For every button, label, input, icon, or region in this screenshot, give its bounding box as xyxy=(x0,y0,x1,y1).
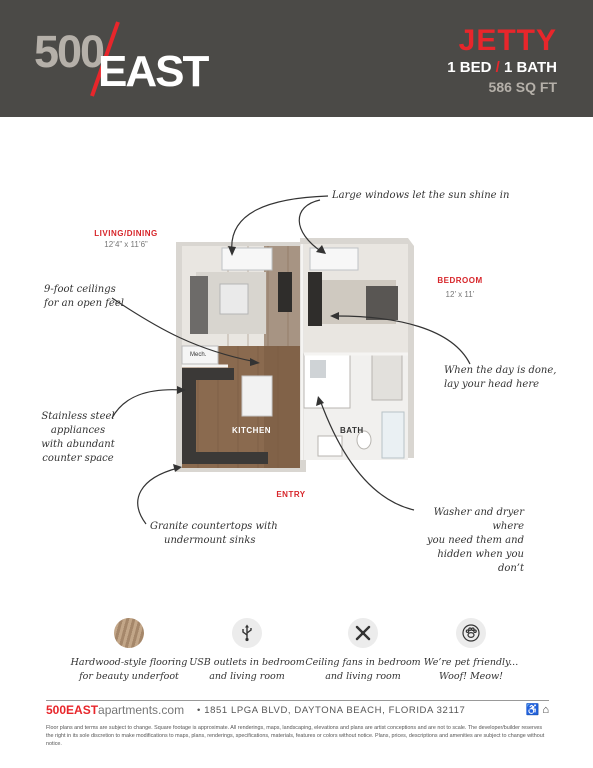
callout-steel xyxy=(40,410,116,466)
floor-plan-drawing xyxy=(168,236,418,480)
amenity-usb-line2: and living room xyxy=(209,671,285,682)
website-link[interactable] xyxy=(46,703,184,717)
callout-washer-line1: Washer and dryer where xyxy=(433,507,524,532)
unit-info xyxy=(447,26,557,96)
amenity-flooring xyxy=(64,656,194,684)
callout-washer-line2: you need them and xyxy=(427,535,524,546)
address xyxy=(197,705,465,716)
callout-ceilings xyxy=(44,283,124,311)
kitchen-label: KITCHEN xyxy=(232,426,272,435)
logo-number: 500 xyxy=(34,26,104,77)
callout-granite-line1: Granite countertops with xyxy=(150,521,278,532)
logo xyxy=(34,20,224,100)
callout-washer xyxy=(418,506,524,576)
callout-steel-line4: counter space xyxy=(42,453,114,464)
paw-icon xyxy=(456,618,486,648)
callout-bed xyxy=(444,364,556,392)
living-dining-label: LIVING/DINING xyxy=(94,229,158,238)
callout-steel-line3: with abundant xyxy=(41,439,115,450)
amenity-fans-line1: Ceiling fans in bedroom xyxy=(305,657,421,668)
footer-divider xyxy=(46,700,549,701)
living-dining-dims: 12’4” x 11’6” xyxy=(104,240,148,249)
callout-ceilings-line2: for an open feel xyxy=(44,298,124,309)
bedroom-dims: 12’ x 11’ xyxy=(445,290,475,299)
callout-windows: Large windows let the sun shine in xyxy=(332,190,510,201)
callout-washer-line3: hidden when you don’t xyxy=(437,549,524,574)
header xyxy=(0,0,593,117)
floor-plan xyxy=(168,236,418,480)
usb-glyph xyxy=(238,624,256,642)
amenity-usb xyxy=(182,656,312,684)
website-domain: apartments.com xyxy=(98,703,185,717)
address-bullet: • xyxy=(197,705,201,716)
unit-name: JETTY xyxy=(458,24,557,57)
callout-steel-line1: Stainless steel xyxy=(41,411,115,422)
amenity-fans-line2: and living room xyxy=(325,671,401,682)
amenity-flooring-line1: Hardwood-style flooring xyxy=(70,657,188,668)
callout-bed-line1: When the day is done, xyxy=(444,365,557,376)
usb-icon xyxy=(232,618,262,648)
unit-beds-baths xyxy=(447,59,557,77)
callout-granite xyxy=(150,520,278,548)
callout-bed-line2: lay your head here xyxy=(444,379,540,390)
unit-sqft: 586 SQ FT xyxy=(488,79,557,95)
entry-label: ENTRY xyxy=(276,490,306,499)
slash: / xyxy=(495,59,500,76)
address-text: 1851 LPGA BLVD, DAYTONA BEACH, FLORIDA 32117 xyxy=(204,705,466,716)
amenity-pets-line2: Woof! Meow! xyxy=(439,671,503,682)
amenity-usb-line1: USB outlets in bedroom xyxy=(189,657,305,668)
bedroom-label: BEDROOM xyxy=(437,276,483,285)
amenity-pets-line1: We’re pet friendly... xyxy=(423,657,519,668)
callout-granite-line2: undermount sinks xyxy=(164,535,256,546)
amenity-pets xyxy=(406,656,536,684)
beds: 1 BED xyxy=(447,59,492,76)
callout-ceilings-line1: 9-foot ceilings xyxy=(44,284,116,295)
amenity-flooring-line2: for beauty underfoot xyxy=(79,671,179,682)
mech-label: Mech. xyxy=(190,352,207,358)
logo-word: EAST xyxy=(98,47,208,96)
baths: 1 BATH xyxy=(503,59,557,76)
wood-texture-icon xyxy=(114,618,144,648)
accessibility-icons: ♿ ⌂ xyxy=(525,704,549,716)
callout-steel-line2: appliances xyxy=(50,425,106,436)
bath-label: BATH xyxy=(340,426,364,435)
legal-disclaimer: Floor plans and terms are subject to change. Square footage is approximate. All renderings, maps, landscaping, elevations and plans are artist conceptions and are not to scale. The developer/builder reserves the right in its sole discretion to make modifications to maps, plans, renderings, specifications, materials, features or colors without notice. Plans, prices, descriptions and amenities are subject to change without notice. xyxy=(46,725,545,747)
website-brand: 500EAST xyxy=(46,703,99,717)
ceiling-fan-icon xyxy=(348,618,378,648)
paw-glyph xyxy=(462,624,480,642)
fan-glyph xyxy=(354,624,372,642)
